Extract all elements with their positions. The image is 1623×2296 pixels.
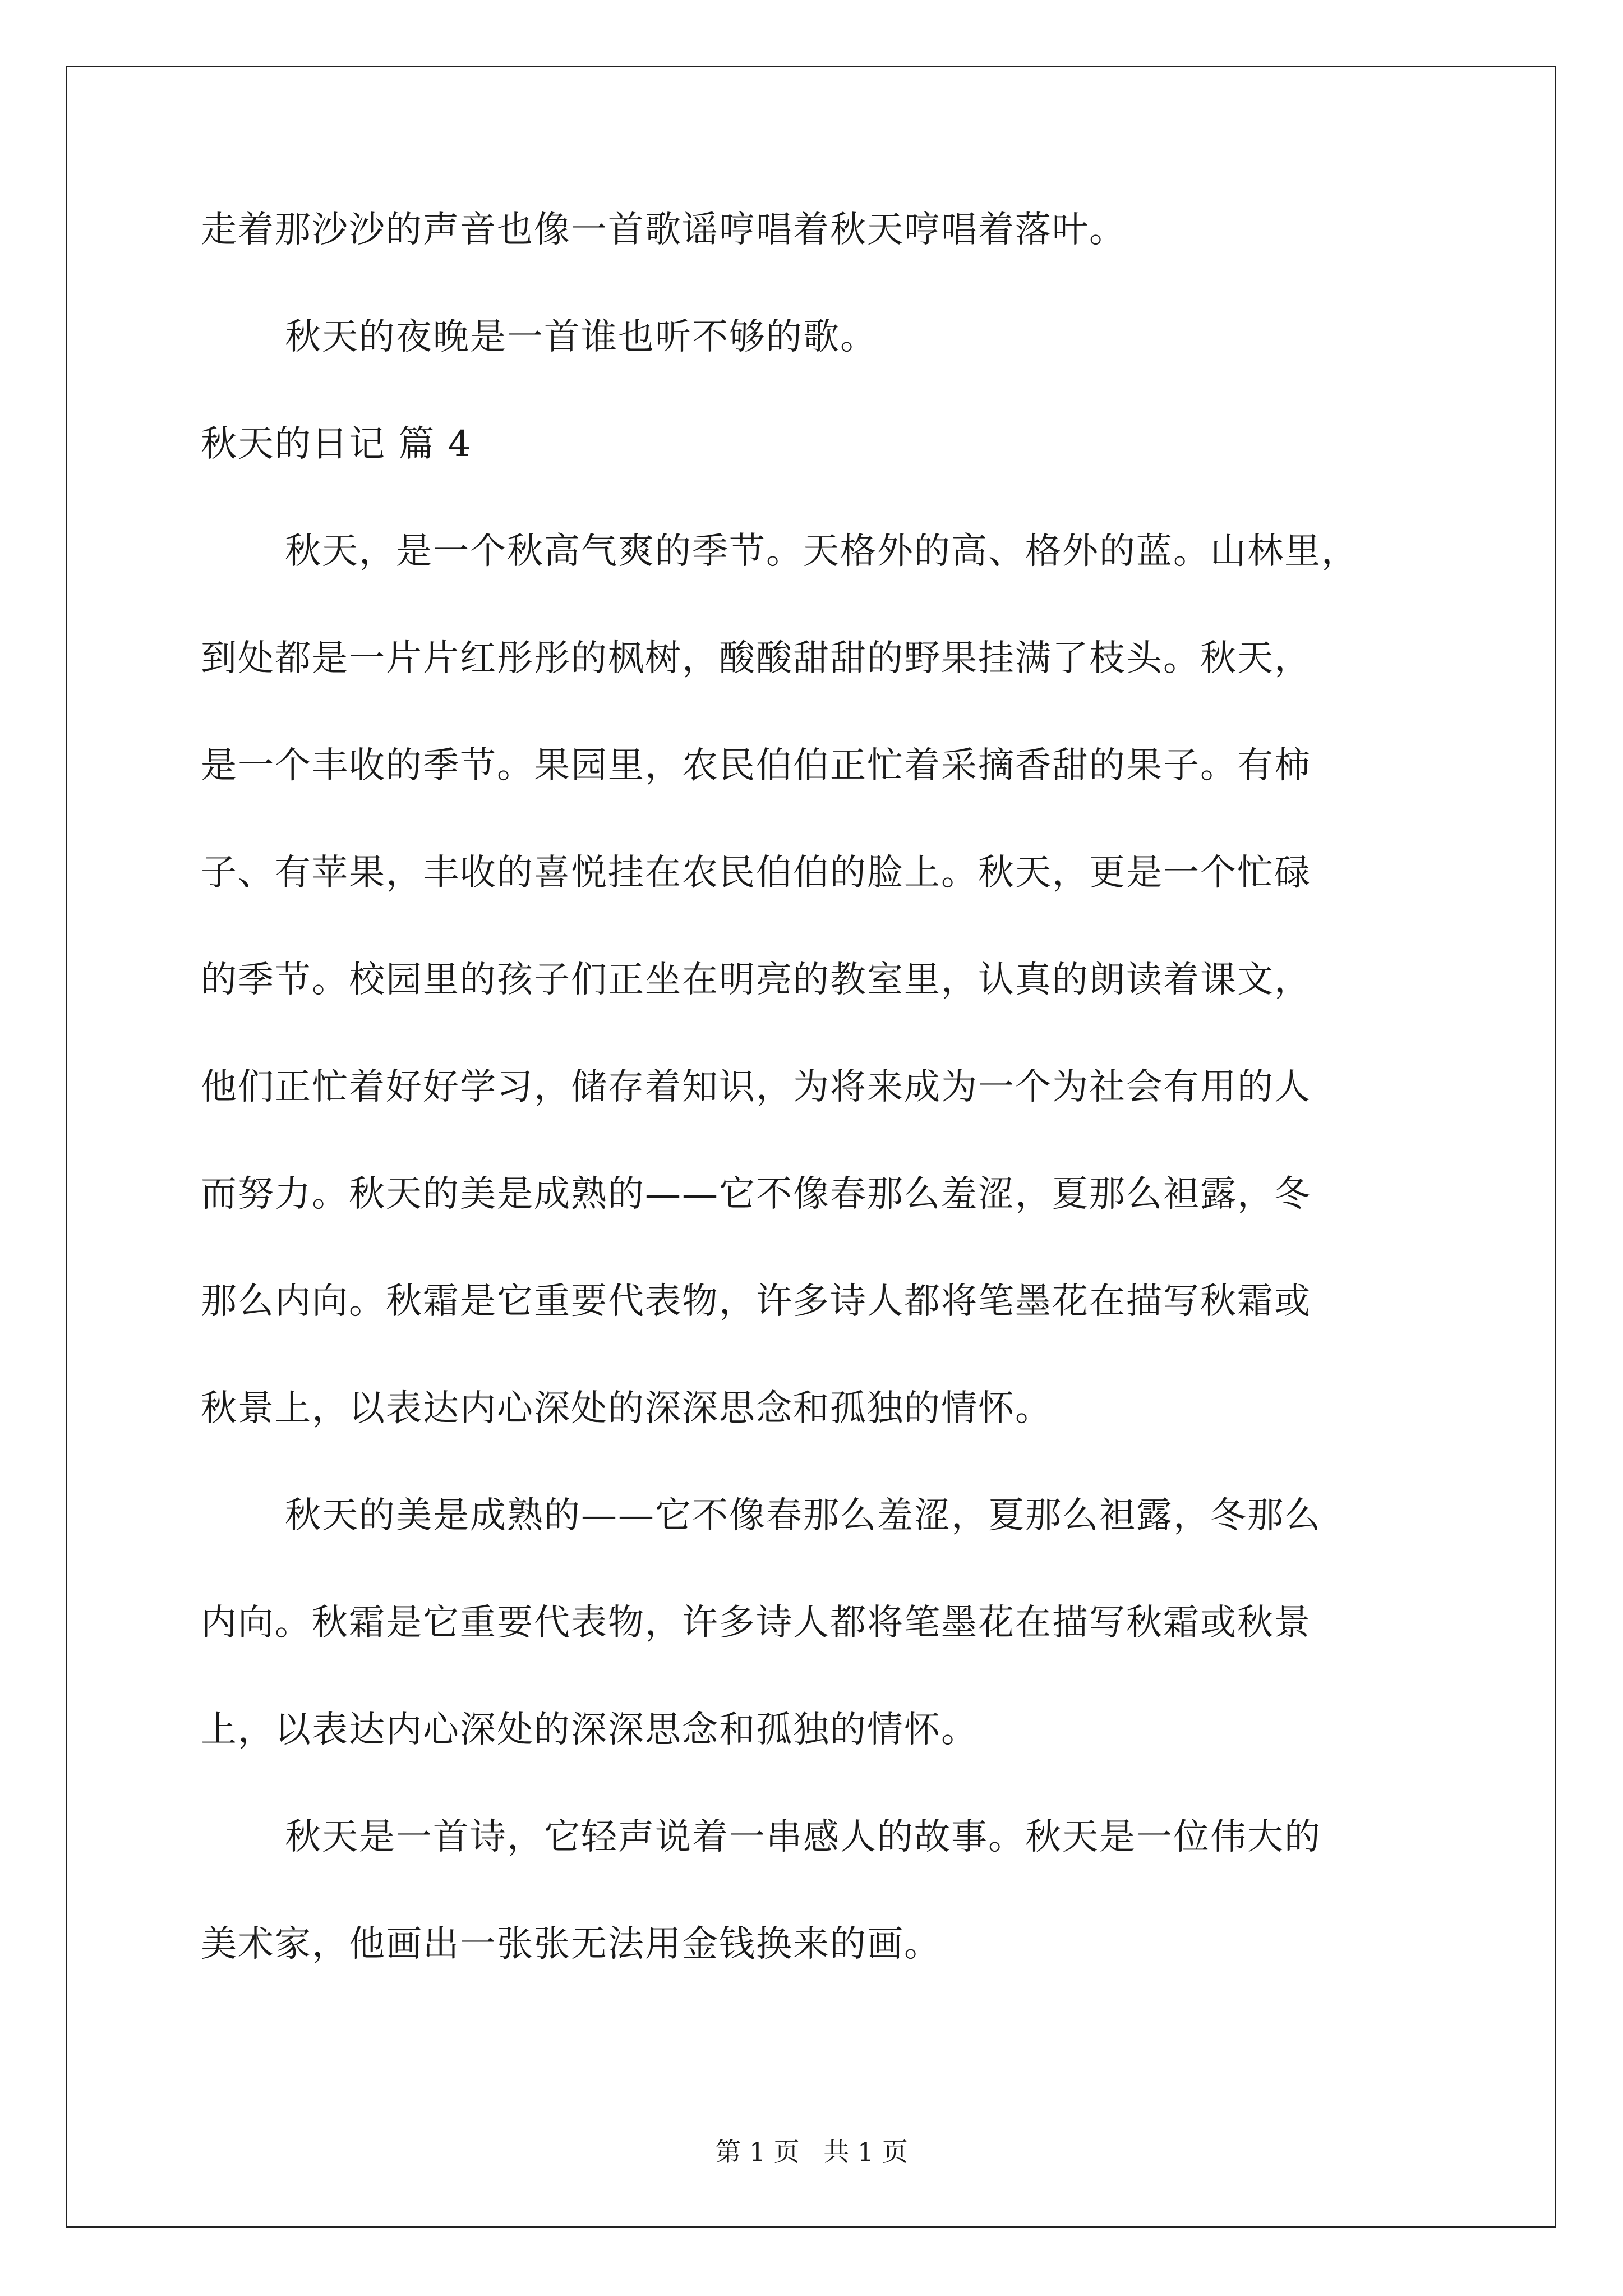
text-line: 那么内向。秋霜是它重要代表物，许多诗人都将笔墨花在描写秋霜或 bbox=[201, 1281, 1311, 1322]
text-line: 秋天的美是成熟的——它不像春那么羞涩，夏那么袒露，冬那么 bbox=[285, 1495, 1321, 1536]
text-line: 秋天的夜晚是一首谁也听不够的歌。 bbox=[285, 316, 877, 358]
page-total: 共 1 页 bbox=[823, 2137, 908, 2167]
page-number: 第 1 页 bbox=[715, 2137, 800, 2167]
text-line: 美术家，他画出一张张无法用金钱换来的画。 bbox=[201, 1924, 941, 1965]
text-line: 秋天，是一个秋高气爽的季节。天格外的高、格外的蓝。山林里， bbox=[285, 531, 1358, 572]
text-line: 是一个丰收的季节。果园里，农民伯伯正忙着采摘香甜的果子。有柿 bbox=[201, 745, 1311, 786]
text-line: 子、有苹果，丰收的喜悦挂在农民伯伯的脸上。秋天，更是一个忙碌 bbox=[201, 852, 1311, 894]
text-line: 的季节。校园里的孩子们正坐在明亮的教室里，认真的朗读着课文， bbox=[201, 959, 1311, 1001]
text-line: 而努力。秋天的美是成熟的——它不像春那么羞涩，夏那么袒露，冬 bbox=[201, 1174, 1311, 1215]
document-body bbox=[201, 208, 1435, 2029]
text-line: 走着那沙沙的声音也像一首歌谣哼唱着秋天哼唱着落叶。 bbox=[201, 209, 1126, 251]
text-line: 内向。秋霜是它重要代表物，许多诗人都将笔墨花在描写秋霜或秋景 bbox=[201, 1602, 1311, 1644]
section-heading: 秋天的日记 篇 4 bbox=[201, 424, 472, 465]
text-line: 上，以表达内心深处的深深思念和孤独的情怀。 bbox=[201, 1709, 978, 1751]
text-line: 秋景上，以表达内心深处的深深思念和孤独的情怀。 bbox=[201, 1388, 1052, 1429]
page-footer bbox=[0, 2132, 1623, 2169]
text-line: 到处都是一片片红彤彤的枫树，酸酸甜甜的野果挂满了枝头。秋天， bbox=[201, 638, 1311, 679]
text-line: 他们正忙着好好学习，储存着知识，为将来成为一个为社会有用的人 bbox=[201, 1066, 1311, 1108]
text-line: 秋天是一首诗，它轻声说着一串感人的故事。秋天是一位伟大的 bbox=[285, 1816, 1321, 1858]
